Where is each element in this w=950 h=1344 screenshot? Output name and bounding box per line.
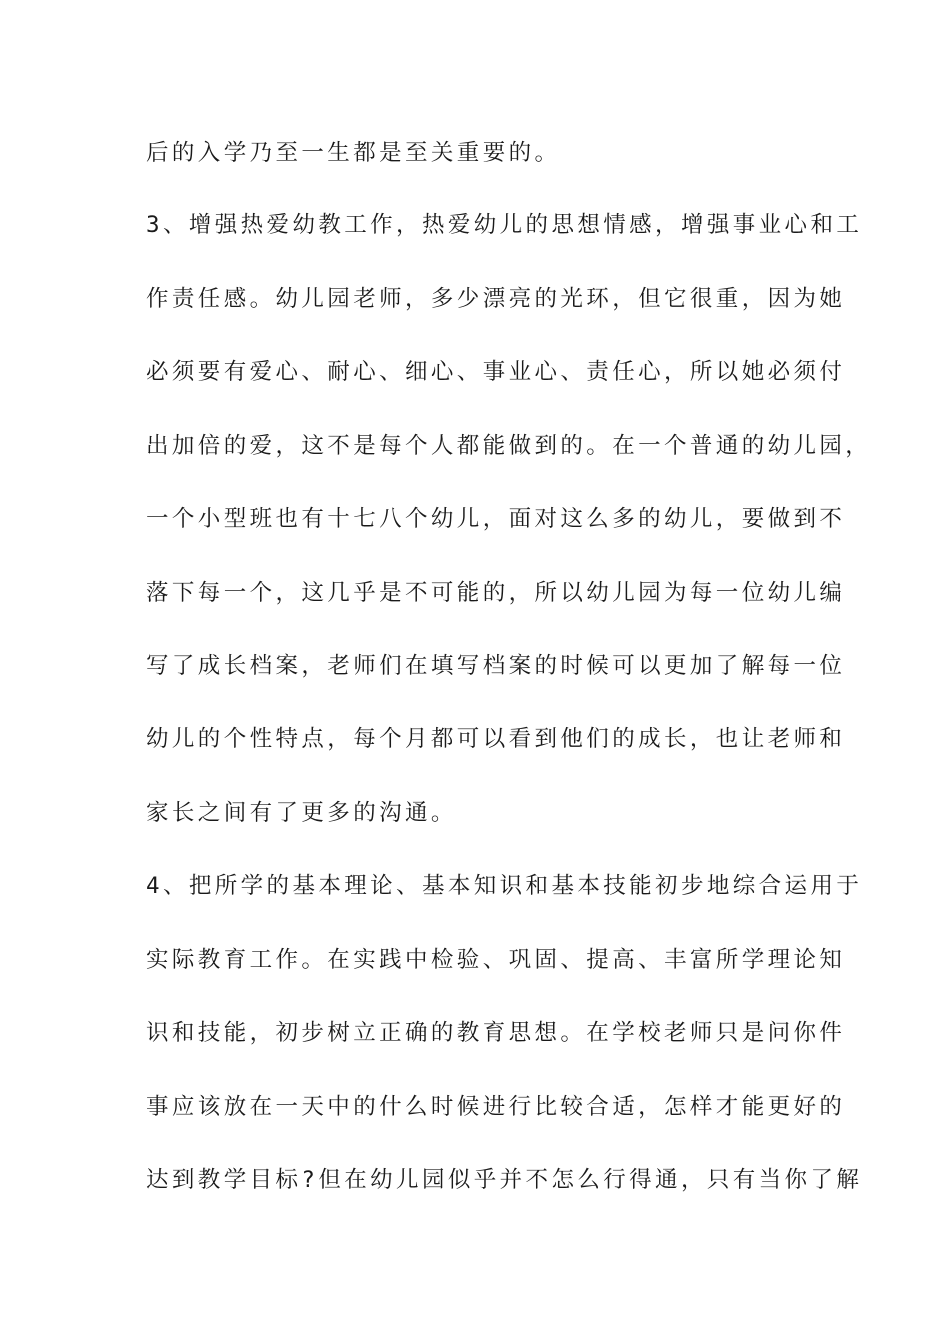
text-line-4: 必须要有爱心、耐心、细心、事业心、责任心，所以她必须付 <box>146 359 846 385</box>
text-line-13: 识和技能，初步树立正确的教育思想。在学校老师只是问你件 <box>146 1020 846 1046</box>
text-line-8: 写了成长档案，老师们在填写档案的时候可以更加了解每一位 <box>146 653 846 679</box>
text-line-3: 作责任感。幼儿园老师，多少漂亮的光环，但它很重，因为她 <box>146 286 846 312</box>
text-line-12: 实际教育工作。在实践中检验、巩固、提高、丰富所学理论知 <box>146 947 846 973</box>
text-line-9: 幼儿的个性特点，每个月都可以看到他们的成长，也让老师和 <box>146 726 846 752</box>
text-line-7: 落下每一个，这几乎是不可能的，所以幼儿园为每一位幼儿编 <box>146 580 846 606</box>
text-line-6: 一个小型班也有十七八个幼儿，面对这么多的幼儿，要做到不 <box>146 506 846 532</box>
text-line-1: 后的入学乃至一生都是至关重要的。 <box>146 140 561 166</box>
text-line-11: 4、把所学的基本理论、基本知识和基本技能初步地综合运用于 <box>146 873 863 899</box>
text-line-5: 出加倍的爱，这不是每个人都能做到的。在一个普通的幼儿园， <box>146 433 872 459</box>
text-line-2: 3、增强热爱幼教工作，热爱幼儿的思想情感，增强事业心和工 <box>146 212 863 238</box>
text-line-14: 事应该放在一天中的什么时候进行比较合适，怎样才能更好的 <box>146 1094 846 1120</box>
text-line-15: 达到教学目标?但在幼儿园似乎并不怎么行得通，只有当你了解 <box>146 1167 863 1193</box>
text-line-10: 家长之间有了更多的沟通。 <box>146 800 457 826</box>
